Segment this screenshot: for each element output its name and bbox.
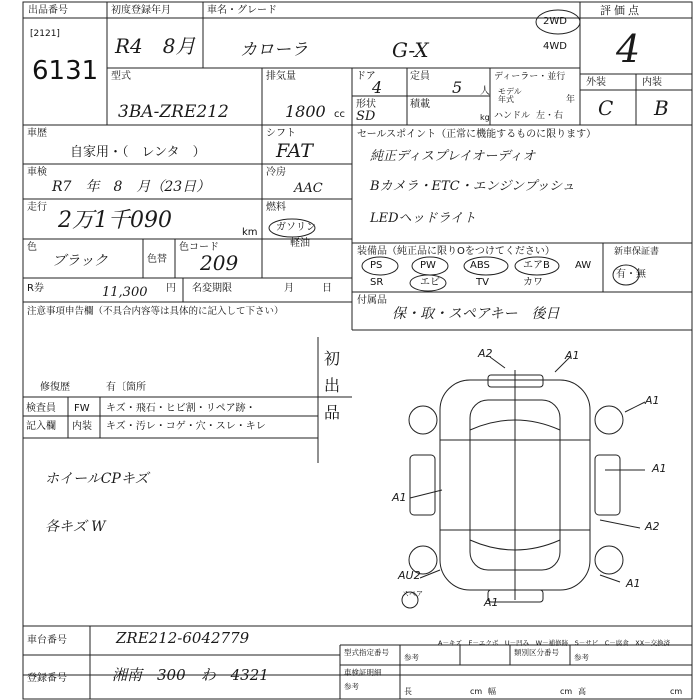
category-ref: 参考 bbox=[574, 653, 589, 662]
fuel-light-oil: 軽油 bbox=[290, 238, 310, 249]
comment-2: 各キズ W bbox=[45, 519, 106, 535]
accessories-label: 付属品 bbox=[357, 295, 387, 306]
car-name-label: 車名・グレード bbox=[207, 5, 277, 16]
handle-label: ハンドル bbox=[494, 111, 531, 121]
model-value: 3BA-ZRE212 bbox=[118, 102, 229, 122]
sales-point-2: Bカメラ・ETC・エンジンプッシュ bbox=[370, 179, 575, 194]
displacement-label: 排気量 bbox=[266, 71, 296, 82]
year-unit: 年 bbox=[566, 95, 576, 105]
reg-label: 登録番号 bbox=[27, 673, 67, 684]
color-label: 色 bbox=[27, 242, 37, 253]
width-cm: cm bbox=[560, 687, 573, 696]
damage-mark: A1 bbox=[392, 491, 407, 504]
sales-point-1: 純正ディスプレイオーディオ bbox=[370, 149, 536, 164]
cert-label: 車検証明細 bbox=[344, 668, 382, 677]
warranty-value: 有・無 bbox=[616, 269, 646, 280]
damage-mark: A1 bbox=[652, 462, 667, 475]
color-change-label: 色替 bbox=[147, 254, 167, 265]
capacity-label: 定員 bbox=[410, 71, 430, 82]
model-label: 型式 bbox=[111, 71, 131, 82]
inspection-label: 車検 bbox=[27, 167, 47, 178]
interior-label: 内装 bbox=[642, 77, 662, 88]
sales-label: セールスポイント（正常に機能するものに限ります） bbox=[357, 129, 597, 140]
type-designation-label: 型式指定番号 bbox=[344, 648, 389, 657]
accessories-value: 保・取・スペアキー 後日 bbox=[392, 306, 560, 322]
eval-label: 評価点 bbox=[600, 4, 642, 17]
kg-unit: kg bbox=[480, 113, 490, 122]
eval-score: 4 bbox=[616, 27, 641, 71]
color-code-value: 209 bbox=[200, 251, 239, 275]
chassis-value: ZRE212-6042779 bbox=[116, 629, 250, 647]
interior-items: キズ・汚レ・コゲ・穴・スレ・キレ bbox=[106, 421, 266, 432]
aircon-value: AAC bbox=[294, 181, 323, 196]
recycle-unit: 円 bbox=[166, 283, 176, 294]
damage-mark: AU2 bbox=[398, 569, 421, 582]
length-cm: cm bbox=[470, 687, 483, 696]
damage-mark: A1 bbox=[565, 349, 580, 362]
chassis-label: 車台番号 bbox=[27, 635, 67, 646]
dealer-label: ディーラー・並行 bbox=[494, 72, 566, 82]
drive-2wd: 2WD bbox=[543, 16, 567, 27]
lot-code: [2121] bbox=[30, 29, 60, 39]
first-reg-value: R4 8月 bbox=[115, 34, 196, 58]
history-value: 自家用・（ レンタ ） bbox=[70, 145, 206, 160]
warranty-label: 新車保証書 bbox=[614, 247, 660, 257]
door-label: ドア bbox=[356, 71, 376, 82]
shape-value: SD bbox=[356, 109, 376, 124]
equip-pw: PW bbox=[420, 260, 436, 271]
recycle-label: R券 bbox=[27, 283, 44, 294]
name-change-day: 日 bbox=[322, 283, 332, 294]
first-listing: 初出品 bbox=[324, 349, 341, 423]
equip-airbag: エアB bbox=[523, 260, 550, 271]
repair-label: 修復歴 bbox=[40, 382, 70, 393]
height-label: 高 bbox=[578, 687, 586, 696]
interior-grade: B bbox=[654, 96, 669, 120]
repair-value: 有〔箇所 bbox=[106, 382, 146, 393]
aircon-label: 冷房 bbox=[266, 167, 286, 178]
reg-value: 湘南 300 わ 4321 bbox=[112, 666, 269, 684]
payload-label: 積載 bbox=[410, 99, 430, 110]
exterior-label: 外装 bbox=[586, 77, 606, 88]
damage-mark: A2 bbox=[645, 520, 660, 533]
name-change-month: 月 bbox=[284, 283, 294, 294]
shape-label: 形状 bbox=[356, 99, 376, 110]
door-value: 4 bbox=[372, 78, 383, 97]
model-year-label: モデル年式 bbox=[498, 87, 522, 104]
equip-sr: SR bbox=[370, 277, 384, 288]
lot-label: 出品番号 bbox=[28, 5, 68, 16]
km-unit: km bbox=[242, 227, 258, 238]
damage-mark: A2 bbox=[478, 347, 493, 360]
category-label: 類別区分番号 bbox=[514, 648, 559, 657]
exterior-grade: C bbox=[598, 96, 614, 120]
damage-mark: A1 bbox=[626, 577, 641, 590]
fw-label: FW bbox=[74, 403, 90, 414]
cc-unit: cc bbox=[334, 109, 345, 120]
fuel-gasoline: ガソリン bbox=[276, 222, 316, 233]
first-reg-label: 初度登録年月 bbox=[111, 5, 171, 16]
length-label: 長 bbox=[404, 687, 412, 696]
equip-abs: ABS bbox=[470, 260, 490, 271]
cert-ref: 参考 bbox=[344, 682, 359, 691]
equip-navi: エビ bbox=[420, 277, 440, 288]
displacement-value: 1800 bbox=[285, 102, 326, 121]
equipment-label: 装備品（純正品に限りOをつけてください） bbox=[357, 246, 555, 257]
lot-number: 6131 bbox=[32, 56, 99, 86]
name-change-label: 名変期限 bbox=[192, 283, 232, 294]
shift-label: シフト bbox=[266, 128, 296, 139]
color-value: ブラック bbox=[52, 253, 108, 269]
equip-tv: TV bbox=[476, 277, 489, 288]
history-label: 車歴 bbox=[27, 128, 47, 139]
fuel-label: 燃料 bbox=[266, 202, 286, 213]
interior-check-label: 内装 bbox=[72, 421, 92, 432]
car-name: カローラ bbox=[240, 40, 308, 60]
inspector-label-1: 検査員 bbox=[26, 403, 56, 414]
color-code-label: 色コード bbox=[179, 242, 219, 253]
capacity-unit: 人 bbox=[480, 86, 490, 97]
damage-mark: A1 bbox=[645, 394, 660, 407]
mileage-value: 2万1千090 bbox=[58, 208, 172, 233]
inspection-value: R7 年 8 月（23日） bbox=[52, 179, 211, 195]
capacity-value: 5 bbox=[452, 78, 463, 97]
recycle-value: 11,300 bbox=[102, 285, 148, 300]
mileage-label: 走行 bbox=[27, 202, 47, 213]
fw-items: キズ・飛石・ヒビ割・リペア跡・ bbox=[106, 403, 256, 414]
damage-mark: A1 bbox=[484, 596, 499, 609]
damage-legend: A－キズ E－エクボ U－凹み W－補修跡 S－サビ C－腐食 XX－交換済 bbox=[438, 639, 671, 647]
height-cm: cm bbox=[670, 687, 683, 696]
notes-label: 注意事項申告欄（不具合内容等は具体的に記入して下さい） bbox=[27, 306, 284, 317]
comment-1: ホイールCPキズ bbox=[45, 471, 149, 487]
drive-4wd: 4WD bbox=[543, 41, 567, 52]
inspector-label-2: 記入欄 bbox=[26, 421, 56, 432]
equip-ps: PS bbox=[370, 260, 383, 271]
shift-value: FAT bbox=[276, 140, 313, 162]
handle-value: 左・右 bbox=[536, 111, 564, 121]
sales-point-3: LEDヘッドライト bbox=[370, 211, 477, 226]
type-designation-ref: 参考 bbox=[404, 653, 419, 662]
equip-leather: カワ bbox=[523, 277, 543, 288]
spare-label: スペア bbox=[402, 590, 423, 598]
equip-aw: AW bbox=[575, 260, 592, 271]
width-label: 幅 bbox=[488, 687, 496, 696]
grade: G-X bbox=[392, 38, 429, 62]
